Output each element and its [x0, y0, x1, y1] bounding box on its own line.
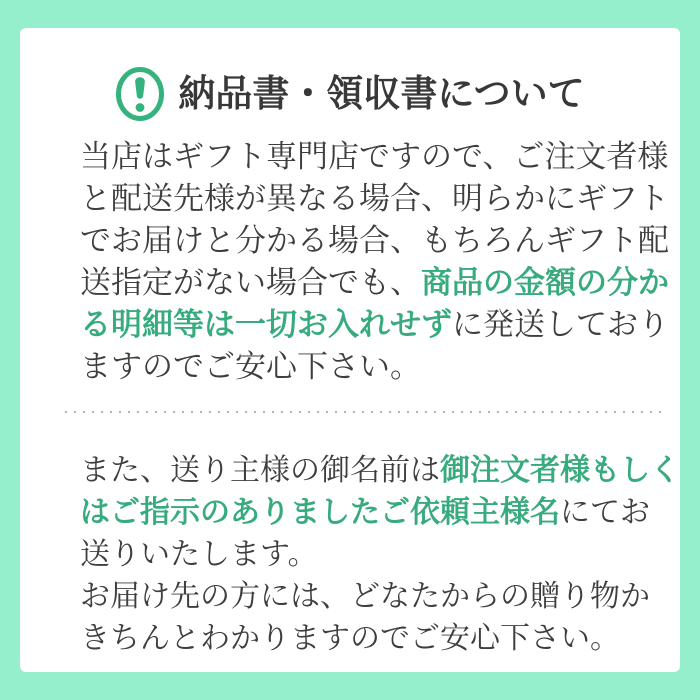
notice-title: 納品書・領収書について — [178, 73, 585, 114]
body-text-run: お届け先の方には、どなたからの贈り物か — [80, 580, 650, 613]
text-line — [80, 492, 685, 534]
text-line — [80, 178, 685, 220]
highlighted-text: 商品の金額の分か — [421, 265, 669, 300]
text-line — [80, 618, 685, 660]
exclamation-circle-icon — [115, 66, 165, 122]
body-text-run: にてお — [560, 496, 650, 529]
text-line — [80, 576, 685, 618]
notice-header — [20, 66, 680, 122]
body-text-run: また、送り主様の御名前は — [80, 454, 440, 487]
notice-card — [20, 28, 680, 672]
paragraph-invoice-policy — [80, 136, 685, 388]
highlighted-text: る明細等は一切お入れせず — [80, 307, 452, 342]
text-line — [80, 346, 685, 388]
notice-body — [80, 136, 685, 660]
body-text-run: と配送先様が異なる場合、明らかにギフト — [80, 181, 669, 216]
text-line — [80, 136, 685, 178]
highlighted-text: 御注文者様もしく — [440, 454, 680, 487]
text-line — [80, 534, 685, 576]
highlighted-text: はご指示のありましたご依頼主様名 — [80, 496, 560, 529]
text-line — [80, 220, 685, 262]
paragraph-sender-name — [80, 450, 685, 660]
body-text-run: ますのでご安心下さい。 — [80, 349, 421, 384]
dotted-divider — [65, 411, 667, 413]
body-text-run: 送指定がない場合でも、 — [80, 265, 421, 300]
body-text-run: に発送しており — [452, 307, 669, 342]
body-text-run: 当店はギフト専門店ですので、ご注文者様 — [80, 139, 669, 174]
body-text-run: きちんとわかりますのでご安心下さい。 — [80, 622, 620, 655]
body-text-run: 送りいたします。 — [80, 538, 318, 571]
text-line — [80, 304, 685, 346]
body-text-run: でお届けと分かる場合、もちろんギフト配 — [80, 223, 669, 258]
text-line — [80, 450, 685, 492]
text-line — [80, 262, 685, 304]
